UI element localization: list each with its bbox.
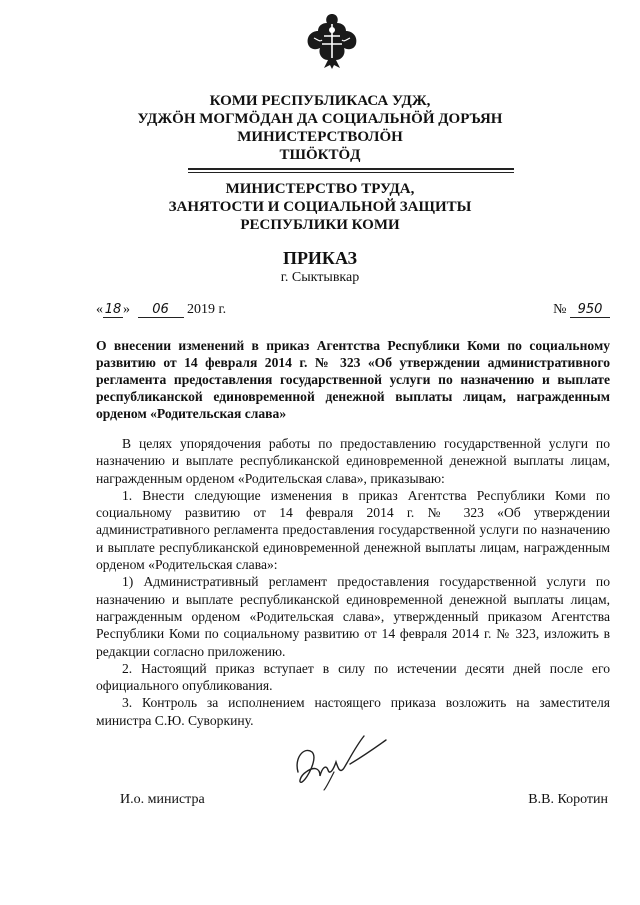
date-close-quote: » — [123, 302, 130, 317]
date-open-quote: « — [96, 302, 103, 317]
signatory-position: И.о. министра — [120, 792, 205, 807]
paragraph-item-3: 3. Контроль за исполнением настоящего приказа возложить на заместителя министра С.Ю. Суворкину. — [96, 695, 610, 728]
document-title: ПРИКАЗ — [282, 248, 358, 268]
header-ru-line-3: РЕСПУБЛИКИ КОМИ — [240, 217, 400, 233]
header-divider-thin — [188, 172, 514, 173]
header-divider — [188, 168, 514, 170]
header-komi-line-2: УДЖӦН МОГМӦДАН ДА СОЦИАЛЬНӦЙ ДОРЪЯН — [137, 111, 503, 127]
document-body — [96, 435, 610, 729]
paragraph-subitem-1: 1) Административный регламент предоставления государственной услуги по назначению и выплате республиканской единовременной денежной выплаты лицам, награжденным орденом «Родительская слава», утвержденный приказом Агентства Республики Коми по социальному развитию от 14 февраля 2014 г. № 323, изложить в редакции согласно приложению. — [96, 574, 610, 659]
date-day: 18 — [104, 302, 122, 317]
signatory-name: В.В. Коротин — [528, 792, 608, 807]
header-komi-line-1: КОМИ РЕСПУБЛИКАСА УДЖ, — [209, 93, 431, 109]
document-number — [553, 302, 610, 318]
document-subject: О внесении изменений в приказ Агентства Республики Коми по социальному развитию от 14 февраля 2014 г. № 323 «Об утверждении административного регламента предоставления государственной услуги по назначению и выплате республиканской единовременной денежной выплаты лицам, награжденным орденом «Родительская слава» — [96, 338, 610, 421]
date-year: 2019 г. — [187, 302, 227, 317]
header-ru-line-2: ЗАНЯТОСТИ И СОЦИАЛЬНОЙ ЗАЩИТЫ — [168, 199, 472, 215]
document-city: г. Сыктывкар — [280, 270, 360, 285]
date-month: 06 — [138, 302, 184, 318]
paragraph-item-1: 1. Внести следующие изменения в приказ Агентства Республики Коми по социальному развитию от 14 февраля 2014 г. № 323 «Об утверждении административного регламента предоставления государственной услуги по назначению и выплате республиканской единовременной денежной выплаты лицам, награжденным орденом «Родительская слава»: — [96, 487, 610, 573]
header-komi-line-4: ТШӦКТӦД — [279, 147, 361, 163]
header-komi-line-3: МИНИСТЕРСТВОЛӦН — [237, 129, 403, 145]
number-value: 950 — [570, 302, 610, 318]
paragraph-item-2: 2. Настоящий приказ вступает в силу по истечении десяти дней после его официального опубликования. — [96, 660, 610, 694]
number-label: № — [553, 302, 567, 317]
paragraph-preamble: В целях упорядочения работы по предоставлению государственной услуги по назначению и выплате республиканской единовременной денежной выплаты лицам, награжденным орденом «Родительская слава», приказываю: — [96, 436, 610, 486]
komi-coat-of-arms-icon — [300, 10, 364, 70]
document-date — [96, 302, 226, 318]
header-ru-line-1: МИНИСТЕРСТВО ТРУДА, — [225, 181, 415, 197]
handwritten-signature-icon — [290, 728, 390, 792]
